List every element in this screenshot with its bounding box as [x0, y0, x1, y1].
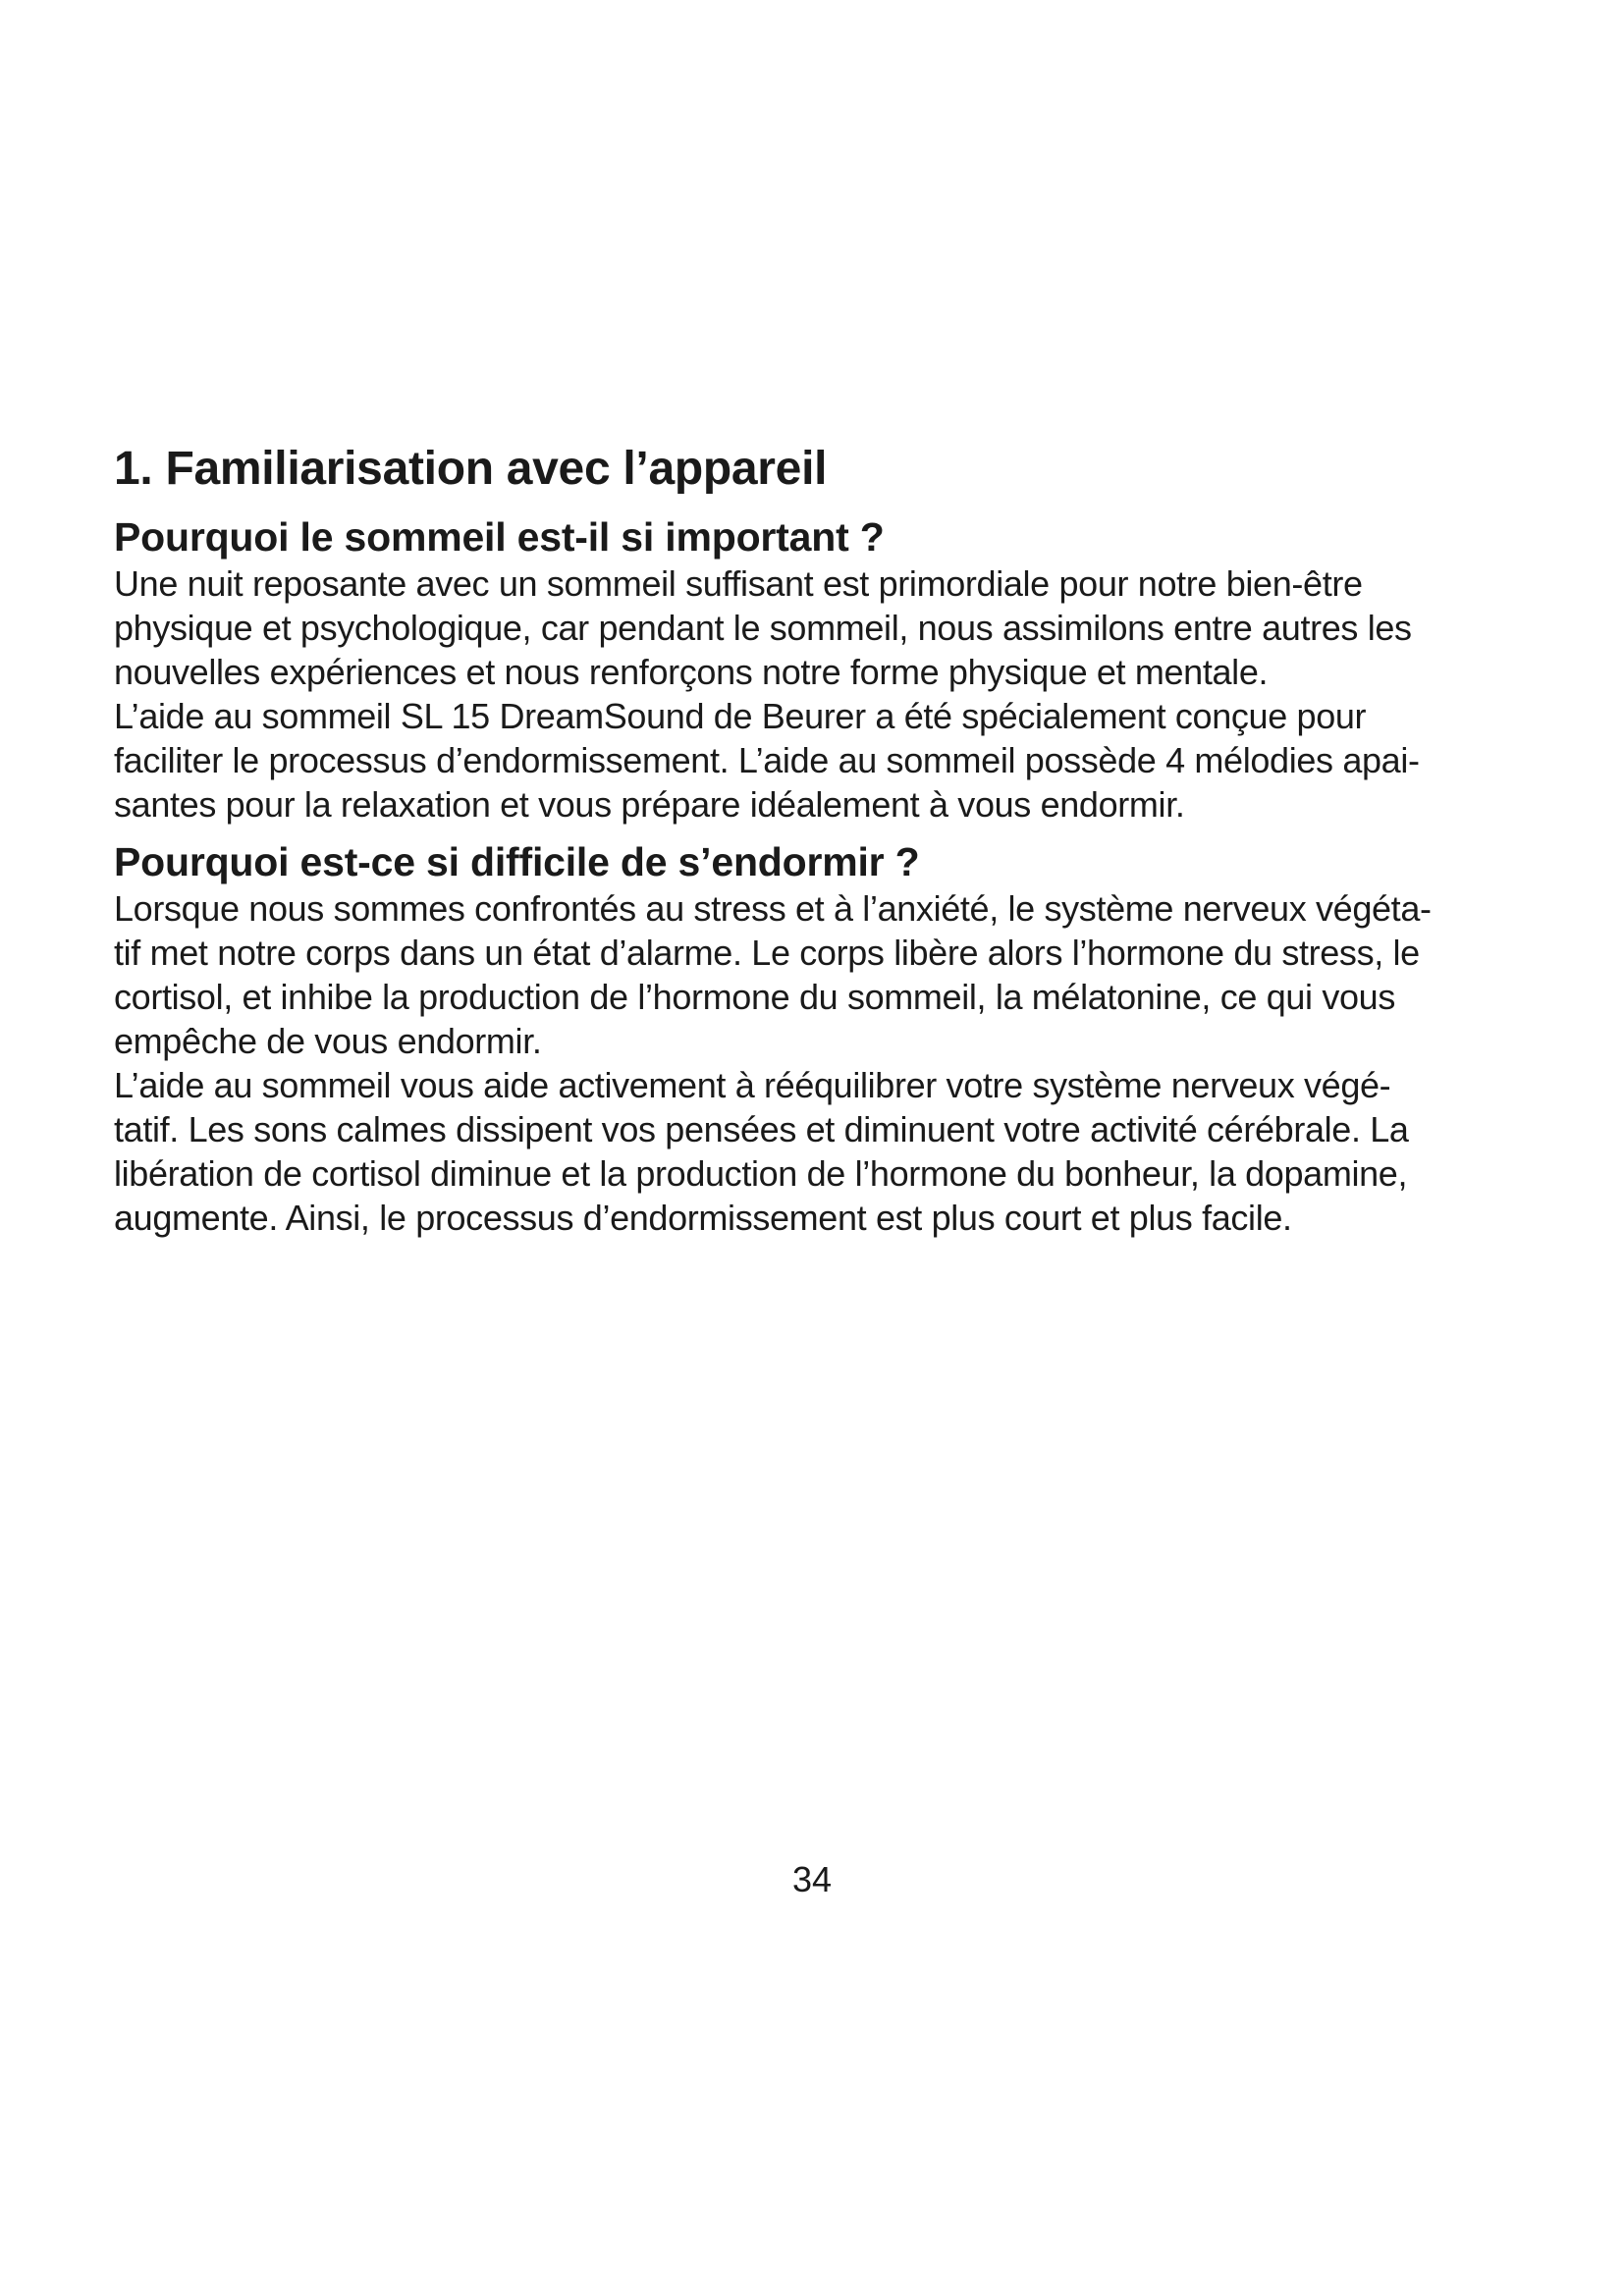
paragraph — [114, 1063, 1528, 1240]
section-heading: Pourquoi le sommeil est-il si important ? — [114, 514, 885, 561]
page-number: 34 — [791, 1859, 833, 1899]
text-line: faciliter le processus d’endormissement. L’aide au sommeil possède 4 mélodies apai- — [114, 740, 1420, 781]
chapter-title: 1. Familiarisation avec l’appareil — [114, 443, 828, 495]
text-line: Une nuit reposante avec un sommeil suffisant est primordiale pour notre bien-être — [114, 563, 1363, 605]
page-content — [114, 442, 1528, 1254]
text-line: cortisol, et inhibe la production de l’hormone du sommeil, la mélatonine, ce qui vous — [114, 977, 1395, 1018]
text-line: augmente. Ainsi, le processus d’endormissement est plus court et plus facile. — [114, 1198, 1292, 1239]
paragraph — [114, 694, 1528, 827]
text-line: Lorsque nous sommes confrontés au stress et à l’anxiété, le système nerveux végéta- — [114, 888, 1432, 930]
text-line: empêche de vous endormir. — [114, 1021, 542, 1062]
section-why-hard-to-fall-asleep — [114, 840, 1528, 1240]
text-line: tatif. Les sons calmes dissipent vos pensées et diminuent votre activité cérébrale. La — [114, 1109, 1409, 1150]
text-line: tif met notre corps dans un état d’alarme. Le corps libère alors l’hormone du stress, le — [114, 933, 1420, 974]
section-heading: Pourquoi est-ce si difficile de s’endormir ? — [114, 839, 920, 885]
text-line: L’aide au sommeil SL 15 DreamSound de Beurer a été spécialement conçue pour — [114, 696, 1367, 737]
text-line: libération de cortisol diminue et la production de l’hormone du bonheur, la dopamine, — [114, 1153, 1408, 1195]
text-line: L’aide au sommeil vous aide activement à rééquilibrer votre système nerveux végé- — [114, 1065, 1391, 1106]
text-line: nouvelles expériences et nous renforçons notre forme physique et mentale. — [114, 652, 1269, 693]
section-why-sleep-important — [114, 515, 1528, 827]
paragraph — [114, 561, 1528, 694]
text-line: santes pour la relaxation et vous prépare idéalement à vous endormir. — [114, 784, 1185, 826]
paragraph — [114, 886, 1528, 1063]
text-line: physique et psychologique, car pendant le sommeil, nous assimilons entre autres les — [114, 608, 1412, 649]
